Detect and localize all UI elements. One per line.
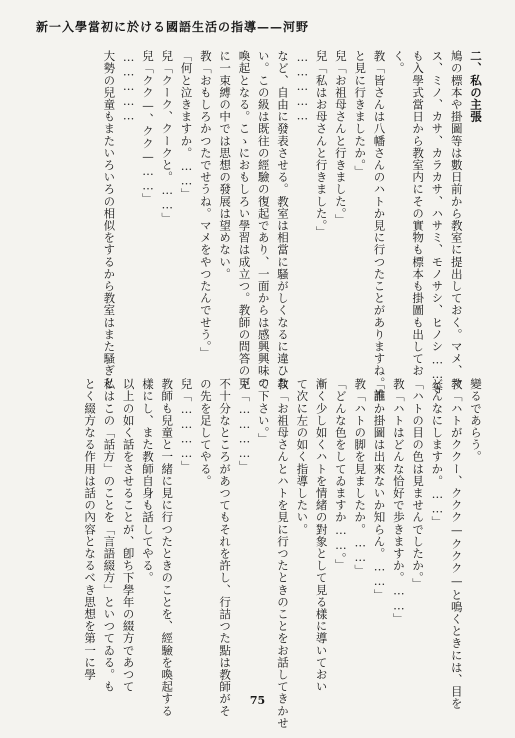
- page-number: 75: [249, 694, 266, 707]
- text-line: 教「お祖母さんとハトを見に行つたときのことをお話してきかせ: [276, 378, 291, 729]
- text-line: どんなにしますか。……」: [430, 378, 445, 529]
- text-line: 教「ハトがククー、ククク—ククク—と鳴くときには、目を: [449, 378, 464, 710]
- text-line: の先を足してやる。: [198, 378, 213, 487]
- text-line: も入學式當日から教室内にその實物も標本も掛圖も出してお: [411, 50, 426, 377]
- text-line: 大勢の兒童もまたいろいろの相似をするから教室はまた騷ぎと: [102, 50, 117, 389]
- text-line: 私はこの「話方」のことを「言語綴方」といつてゐる。も: [102, 378, 117, 693]
- text-line: 「誰か掛圖は出來ないか知らん。……」: [372, 378, 387, 601]
- text-line: 喚起となる。こゝにおもしろい學習は成立つ。教師の問答の下: [237, 50, 252, 389]
- text-line: 教「ハトの脚を見ましたか。……」: [353, 378, 368, 577]
- text-line: て次に左の如く指導したい。: [295, 378, 310, 536]
- text-line: く。: [391, 50, 406, 75]
- text-line: ……………: [295, 50, 310, 123]
- text-line: ス、ミノ、カサ、カラカサ、ハサミ、モノサシ、ヒノシ……等: [430, 50, 445, 394]
- text-line: て下さい。」: [256, 378, 271, 445]
- text-line: 教「おもしろかつたでせうね。マメをやつたんでせう。」: [198, 50, 213, 359]
- section-heading: 二、私の主張: [469, 50, 483, 123]
- text-line: と見に行きましたか。」: [353, 50, 368, 178]
- text-line: 兒「お祖母さんと行きました。」: [333, 50, 348, 226]
- text-line: い。この級は既往の經驗の復起であり、一面からは感興興味の: [256, 50, 271, 389]
- text-line: に一束縛の中では思想の發展は望めない。: [218, 50, 233, 280]
- text-line: 樣にし、また教師自身も話してやる。: [140, 378, 155, 584]
- upper-text-block: [20, 50, 485, 401]
- text-line: 教師も兒童と一緒に見に行つたときのことを、經驗を喚起する: [160, 378, 175, 717]
- text-line: など、自由に發表させる。教室は相當に騷がしくなるに違ひな: [276, 50, 291, 389]
- text-line: 兒「クーク、クークと。……」: [160, 50, 175, 225]
- running-head: 新一入學當初に於ける國語生活の指導——河野: [36, 20, 310, 34]
- text-line: 兒「…………」: [179, 378, 194, 473]
- text-line: 教「皆さんは八幡さんのハトか見に行つたことがありますね。誰: [372, 50, 387, 401]
- text-line: 兒「私はお母さんと行きました。」: [314, 50, 329, 238]
- text-line: 「ハトの目の色は見ませんでしたか。」: [411, 378, 426, 591]
- text-line: ……………: [121, 50, 136, 123]
- text-line: 兒「…………」: [237, 378, 252, 473]
- text-line: 兒「クク—、クク—……」: [140, 50, 155, 206]
- text-line: 以上の如く話をさせることが、卽ち下學年の綴方であつて: [121, 378, 136, 693]
- text-line: 「何と泣きますか。……」: [179, 50, 194, 201]
- text-line: 「どんな色をしてゐますか……。」: [333, 378, 348, 571]
- text-line: 漸く少し如くハトを情緒の對象として見る樣に導いておい: [314, 378, 329, 693]
- text-line: 變るであらう。: [469, 378, 483, 463]
- text-line: 不十分なところがあつてもそれを許し、行詰つた點は教師がそ: [218, 378, 233, 717]
- text-line: 鳩の標本や掛圖等は數日前から教室に提出しておく。マメ、マ: [449, 50, 464, 389]
- text-line: とく綴方なる作用は話の內容となるべき思想を第一に學: [83, 378, 98, 681]
- text-line: 教「ハトはどんな恰好で歩きますか。……」: [391, 378, 406, 625]
